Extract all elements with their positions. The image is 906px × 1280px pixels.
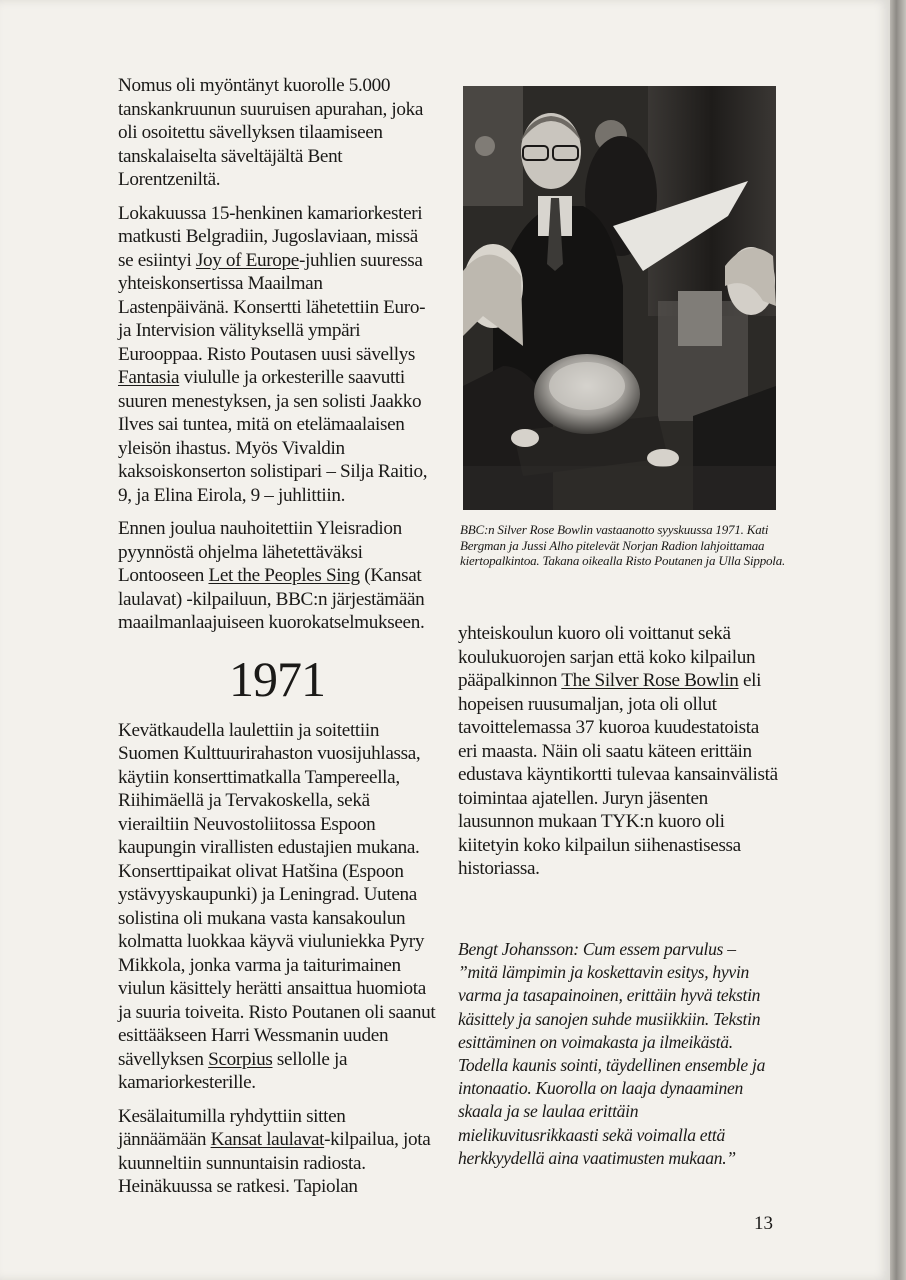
paragraph-nomus: Nomus oli myöntänyt kuorolle 5.000 tanskankruunun suuruisen apurahan, joka oli osoitettu sävellyksen tilaamiseen tanskalaiselta säveltäjältä Bent Lorentzeniltä.: [118, 75, 423, 190]
text-run: Kesälaitumilla ryhdyttiin sitten jännäämään: [118, 1105, 346, 1150]
paragraph-ennen-joulua: [118, 517, 436, 635]
paragraph-kesalaitumilla: [118, 1105, 436, 1199]
title-kansat-laulavat: Kansat laulavat: [210, 1129, 325, 1150]
text-run: eli hopeisen ruusumaljan, jota oli ollut tavoittelemassa 37 kuoroa kuudestatoista eri maasta. Näin oli saatu käteen erittäin edustava käyntikortti tulevaa kansainvälistä toimintaa ajatellen. Juryn jäsenten lausunnon mukaan TYK:n kuoro oli kiitetyin koko kilpailun siihenastisessa historiassa.: [458, 670, 778, 879]
left-text-column: [118, 74, 436, 1199]
jury-quote: [458, 938, 778, 1170]
right-text-column: [458, 622, 778, 881]
quote-text: Bengt Johansson: Cum essem parvulus – ”mitä lämpimin ja koskettavin esitys, hyvin varma ja tasapainoinen, erittäin hyvä tekstin käsittely ja sanojen suhde musiikkiin. Tekstin esittäminen on voimakasta ja ilmeikästä. Todella kaunis sointi, täydellinen ensemble ja intonaatio. Kuorolla on laaja dynaaminen skaala ja se laulaa erittäin mielikuvitusrikkaasti sekä voimalla että herkkyydellä aina vaatimusten mukaan.”: [458, 939, 766, 1168]
title-joy-of-europe: Joy of Europe: [195, 249, 299, 271]
paragraph-lokakuussa: [118, 202, 436, 508]
text-run: Ennen joulua nauhoitettiin Yleisradion pyynnöstä ohjelma lähetettäväksi Lontooseen: [118, 518, 402, 586]
text-run: viululle ja orkesterille saavutti suuren menestyksen, ja sen solisti Jaakko Ilves sai tuntea, mitä on etelämaalaisen yleisön ihastus. Myös Vivaldin kaksoiskonserton solistipari – Silja Raitio, 9, ja Elina Eirola, 9 – juhlittiin.: [118, 367, 428, 506]
paragraph-yhteiskoulun: [458, 622, 778, 881]
text-run: yhteiskoulun kuoro oli voittanut sekä koulukuorojen sarjan että koko kilpailun pääpalkinnon: [458, 623, 756, 691]
text-run: -juhlien suuressa yhteiskonsertissa Maailman Lastenpäivänä. Konsertti lähetettiin Euro- ja Intervision välityksellä ympäri Eurooppaa. Risto Poutasen uusi sävellys: [118, 249, 426, 365]
text-run: -kilpailua, jota kuunneltiin sunnuntaisin radiosta. Heinäkuussa se ratkesi. Tapiolan: [118, 1129, 431, 1197]
photo-caption: BBC:n Silver Rose Bowlin vastaanotto syyskuussa 1971. Kati Bergman ja Jussi Alho pitelevät Norjan Radion lahjoittamaa kiertopalkintoa. Takana oikealla Risto Poutanen ja Ulla Sippola.: [460, 522, 786, 568]
text-run: sellolle ja kamariorkesterille.: [118, 1048, 348, 1093]
title-silver-rose-bowlin: The Silver Rose Bowlin: [561, 670, 739, 691]
title-fantasia: Fantasia: [118, 367, 180, 388]
text-run: Lokakuussa 15-henkinen kamariorkesteri matkusti Belgradiin, Jugoslaviaan, missä se esiintyi: [118, 202, 423, 271]
paragraph-kevatkaudella: [118, 719, 436, 1095]
text-run: (Kansat laulavat) -kilpailuun, BBC:n järjestämään maailmanlaajuiseen kuorokatselmukseen.: [118, 565, 425, 633]
award-photo: [463, 86, 776, 510]
year-heading: 1971: [229, 650, 325, 707]
title-let-the-peoples-sing: Let the Peoples Sing: [208, 565, 360, 586]
page-edge: [890, 0, 906, 1280]
photo-illustration: [463, 86, 776, 510]
title-scorpius: Scorpius: [208, 1048, 273, 1070]
page-number: 13: [754, 1213, 773, 1234]
text-run: Kevätkaudella laulettiin ja soitettiin Suomen Kulttuurirahaston vuosijuhlassa, käytiin konserttimatkalla Tampereella, Riihimäellä ja Tervakoskella, sekä vierailtiin Neuvostoliitossa Espoon kaupungin virallisten edustajien mukana. Konserttipaikat olivat Hatšina (Espoon ystävyyskaupunki) ja Leningrad. Uutena solistina oli mukana vasta kansakoulun kolmatta luokkaa käyvä viuluniekka Pyry Mikkola, jonka varma ja taiturimainen viulun käsittely herätti ansaittua huomiota ja suuria toiveita. Risto Poutanen oli saanut esittääkseen Harri Wessmanin uuden sävellyksen: [118, 719, 436, 1070]
